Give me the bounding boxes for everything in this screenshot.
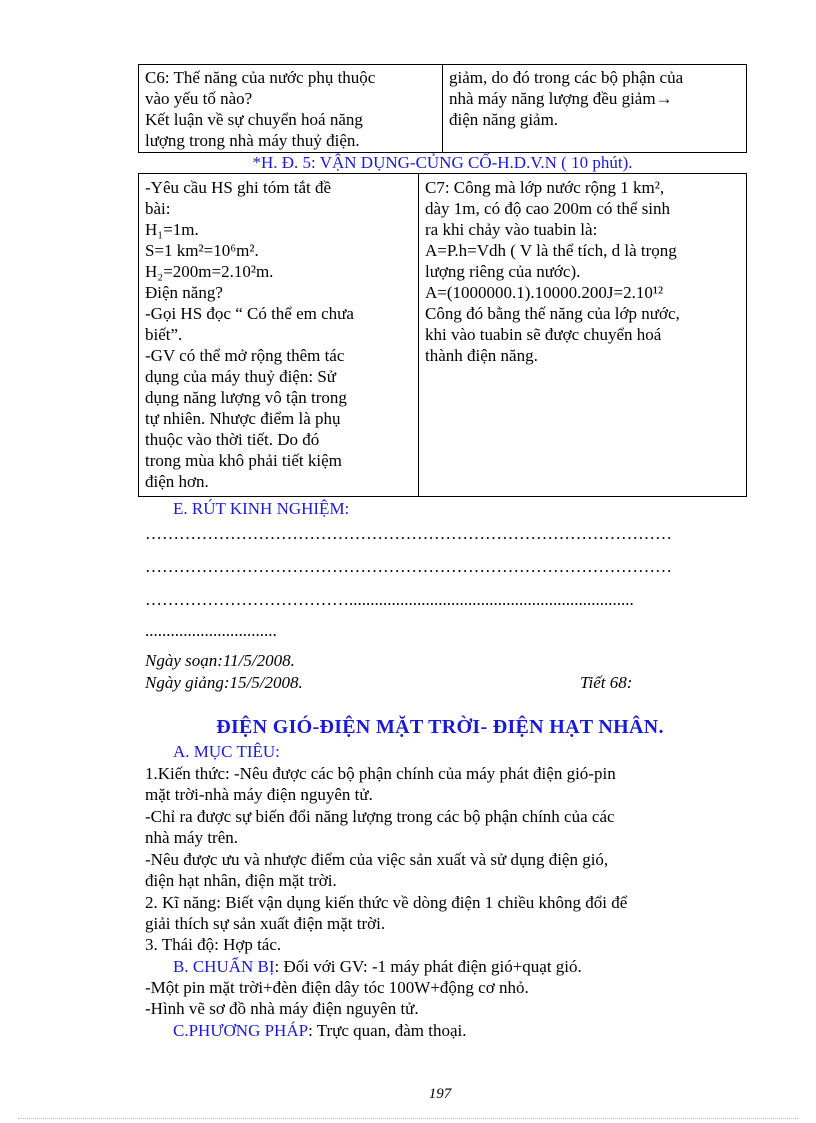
text-line: điện hơn. (145, 472, 209, 491)
dotted-line: ………………………………………………………………………………… (145, 557, 672, 576)
text-line: -Gọi HS đọc “ Có thể em chưa (145, 304, 354, 323)
text-line: dụng năng lượng vô tận trong (145, 388, 347, 407)
objective-line: -Chỉ ra được sự biến đổi năng lượng trong các bộ phận chính của các (145, 807, 615, 826)
text-line: A=P.h=Vdh ( V là thể tích, d là trọng (425, 241, 677, 260)
section-heading-h5: *H. Đ. 5: VẬN DỤNG-CỦNG CỐ-H.D.V.N ( 10 phút). (252, 153, 633, 172)
text-line: bài: (145, 199, 171, 218)
text-line: C6: Thế năng của nước phụ thuộc (145, 68, 376, 87)
objective-line: 3. Thái độ: Hợp tác. (145, 935, 282, 954)
table-c7-right-cell (419, 174, 748, 496)
objective-line: 2. Kĩ năng: Biết vận dụng kiến thức về dòng điện 1 chiều không đổi để (145, 893, 628, 912)
text-line: giảm, do đó trong các bộ phận của (449, 68, 684, 87)
text-line: thuộc vào thời tiết. Do đó (145, 430, 320, 449)
text-line: điện năng giảm. (449, 110, 559, 129)
objective-line: điện hạt nhân, điện mặt trời. (145, 871, 337, 890)
prep-line: -Một pin mặt trời+đèn điện dây tóc 100W+động cơ nhỏ. (145, 978, 529, 997)
objective-line: nhà máy trên. (145, 828, 238, 847)
text-line: -Yêu cầu HS ghi tóm tắt đề (145, 178, 332, 197)
text-line: H₁=1m. (145, 220, 199, 239)
text-line: thành điện năng. (425, 346, 538, 365)
text-line: nhà máy năng lượng đều giảm→ (449, 89, 673, 108)
text-line: -GV có thể mở rộng thêm tác (145, 346, 345, 365)
dotted-line: ............................... (145, 621, 277, 640)
table-c7 (138, 173, 747, 497)
section-c-text: : Trực quan, đàm thoại. (308, 1021, 467, 1040)
lesson-period: Tiết 68: (580, 673, 633, 692)
text-line: vào yếu tố nào? (145, 89, 253, 108)
text-line: dày 1m, có độ cao 200m có thể sinh (425, 199, 671, 218)
text-line: dụng của máy thuỷ điện: Sử (145, 367, 336, 386)
text-line: Công đó bằng thế năng của lớp nước, (425, 304, 680, 323)
section-c-line (173, 1020, 467, 1041)
date-prepared: Ngày soạn:11/5/2008. (145, 651, 295, 670)
objective-line: giải thích sự sản xuất điện mặt trời. (145, 914, 386, 933)
text-line: khi vào tuabin sẽ được chuyển hoá (425, 325, 662, 344)
table-c6-left-cell (139, 65, 443, 152)
text-line: H₂=200m=2.10²m. (145, 262, 274, 281)
page-number: 197 (428, 1086, 452, 1102)
text-line: tự nhiên. Nhược điểm là phụ (145, 409, 341, 428)
objective-line: 1.Kiến thức: -Nêu được các bộ phận chính của máy phát điện gió-pin (145, 764, 616, 783)
text-line: Điện năng? (145, 283, 223, 302)
table-c6-right-cell (443, 65, 748, 152)
text-line: C7: Công mà lớp nước rộng 1 km², (425, 178, 665, 197)
section-heading-c: C.PHƯƠNG PHÁP (173, 1021, 309, 1040)
section-b-text: : Đối với GV: -1 máy phát điện gió+quạt gió. (274, 957, 582, 976)
footer-divider (18, 1118, 798, 1119)
dotted-line: ………………………………................................................................... (145, 590, 634, 609)
text-line: A=(1000000.1).10000.200J=2.10¹² (425, 283, 664, 302)
objective-line: -Nêu được ưu và nhược điểm của việc sản xuất và sử dụng điện gió, (145, 850, 609, 869)
date-taught: Ngày giảng:15/5/2008. (145, 673, 303, 692)
prep-line: -Hình vẽ sơ đồ nhà máy điện nguyên tử. (145, 999, 419, 1018)
text-line: ra khi chảy vào tuabin là: (425, 220, 598, 239)
text-line: Kết luận về sự chuyển hoá năng (145, 110, 363, 129)
table-c6 (138, 64, 747, 153)
text-line: S=1 km²=10⁶m². (145, 241, 259, 260)
section-heading-e: E. RÚT KINH NGHIỆM: (173, 499, 350, 518)
text-line: lượng riêng của nước). (425, 262, 581, 281)
section-b-line (173, 956, 582, 977)
section-heading-a: A. MỤC TIÊU: (173, 742, 280, 761)
text-line: lượng trong nhà máy thuỷ điện. (145, 131, 360, 150)
objective-line: mặt trời-nhà máy điện nguyên tử. (145, 785, 373, 804)
text-line: biết”. (145, 325, 183, 344)
text-line: trong mùa khô phải tiết kiệm (145, 451, 342, 470)
section-heading-b: B. CHUẨN BỊ (173, 957, 275, 976)
table-c7-left-cell (139, 174, 419, 496)
dotted-line: ………………………………………………………………………………… (145, 524, 672, 543)
lesson-title: ĐIỆN GIÓ-ĐIỆN MẶT TRỜI- ĐIỆN HẠT NHÂN. (216, 716, 664, 738)
